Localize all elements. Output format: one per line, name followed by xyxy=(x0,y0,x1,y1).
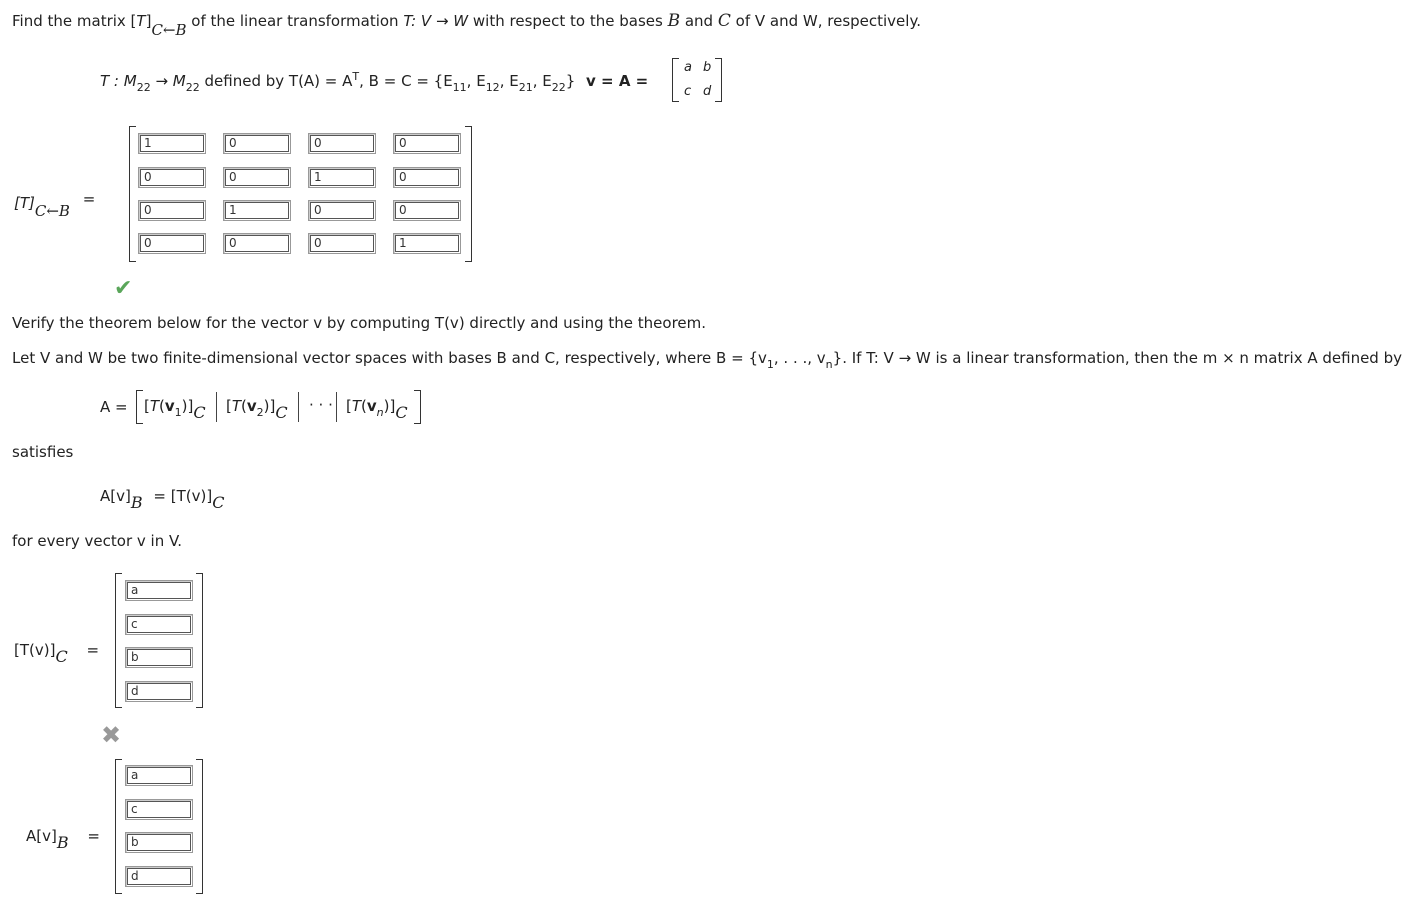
tv-left-bracket xyxy=(115,573,122,708)
theorem-text-part2: , . . ., v xyxy=(773,349,826,367)
av-cell-2[interactable]: c xyxy=(125,799,193,820)
matrix-T-cell-r4-c1[interactable]: 0 xyxy=(138,233,206,254)
for-every-text: for every vector v in V. xyxy=(12,532,183,550)
intro-B: B xyxy=(667,11,681,31)
matrix-T-cell-r2-c2[interactable]: 0 xyxy=(223,167,291,188)
column-divider-1 xyxy=(216,392,217,422)
def-supT: T xyxy=(352,70,360,83)
tv-right-bracket xyxy=(196,573,203,708)
def-e22: 22 xyxy=(551,81,566,94)
equals-sign-1: = xyxy=(82,190,96,208)
def-matrix-c: c xyxy=(684,84,692,99)
intro-text xyxy=(12,11,921,39)
theorem-A-left-bracket xyxy=(136,390,143,424)
def-matrix-right-bracket xyxy=(715,58,722,102)
equals-sign-3: = xyxy=(87,827,100,845)
theorem-A-right-bracket xyxy=(414,390,421,424)
def-sub2: 22 xyxy=(185,81,200,94)
def-text1: T : M xyxy=(100,72,137,90)
matrix-T-cell-r2-c1[interactable]: 0 xyxy=(138,167,206,188)
def-sub1: 22 xyxy=(136,81,151,94)
theorem-text-part3: }. If T: V → W is a linear transformation, then the m × n matrix A defined by xyxy=(832,349,1402,367)
matrix-T-cell-r1-c1[interactable]: 1 xyxy=(138,133,206,154)
theorem-A-label: A = xyxy=(100,398,128,416)
matrix-T-cell-r1-c2[interactable]: 0 xyxy=(223,133,291,154)
incorrect-x-icon: ✖ xyxy=(101,721,122,749)
av-cell-3[interactable]: b xyxy=(125,832,193,853)
correct-check-icon: ✔ xyxy=(114,276,133,301)
tv-label-text: [T(v)] xyxy=(14,641,56,659)
matrix-T-left-bracket xyxy=(129,126,136,262)
theorem-text: Let V and W be two finite-dimensional vector spaces with bases B and C, respectively, where $B = \{v_1$, . . ., $v_n$}. If T: V → W is a linear transformation, then the m × n matrix A defined by xyxy=(12,349,1402,371)
intro-part4: with respect to the bases xyxy=(468,12,668,30)
matrix-T-cell-r4-c3[interactable]: 0 xyxy=(308,233,376,254)
matrix-T-cell-r3-c1[interactable]: 0 xyxy=(138,200,206,221)
matrix-T-cell-r2-c3[interactable]: 1 xyxy=(308,167,376,188)
def-matrix-d: d xyxy=(703,84,712,99)
intro-map: T: V → W xyxy=(403,12,469,30)
intro-T: T xyxy=(136,12,146,30)
av-left-bracket xyxy=(115,759,122,894)
av-cell-4[interactable]: d xyxy=(125,866,193,887)
theorem-A-columns: $[T(v_1)]C$ xyxy=(144,397,206,422)
tv-cell-4[interactable]: d xyxy=(125,681,193,702)
def-text2: defined by T(A) = A xyxy=(199,72,353,90)
definition-line: T : $M_{22} \to M_{22}$ defined by $T(A) = A^T$, $B = C = \{E_{11}$, $E_{12}$, $E_{21}$, $E_{22}$} v = A = xyxy=(100,70,649,94)
identity-lhs: A[v] xyxy=(100,487,131,505)
def-text3: , B = C = {E xyxy=(359,72,453,90)
def-e11: 11 xyxy=(452,81,467,94)
def-vA: v = A = xyxy=(586,72,649,90)
matrix-T-cell-r3-c2[interactable]: 1 xyxy=(223,200,291,221)
av-label: A[v]B = xyxy=(26,827,100,852)
matrix-T-cell-r1-c3[interactable]: 0 xyxy=(308,133,376,154)
intro-part2: ] xyxy=(145,12,152,30)
theorem-A-coln: $[T(v_n)]C$ xyxy=(346,397,408,422)
theorem-A-formula xyxy=(100,398,128,416)
equals-sign-2: = xyxy=(86,641,100,659)
tv-cell-1[interactable]: a xyxy=(125,580,193,601)
matrix-T-cell-r3-c3[interactable]: 0 xyxy=(308,200,376,221)
tv-label: [T(v)]C = xyxy=(14,641,100,666)
intro-and: and xyxy=(680,12,718,30)
tv-cell-2[interactable]: c xyxy=(125,614,193,635)
def-e21: 21 xyxy=(518,81,533,94)
def-e12: 12 xyxy=(485,81,500,94)
def-text4: } xyxy=(565,72,576,90)
matrix-T-cell-r4-c2[interactable]: 0 xyxy=(223,233,291,254)
intro-C: C xyxy=(717,11,731,31)
column-divider-3 xyxy=(336,392,337,422)
matrix-T-label-sub: C←B xyxy=(34,202,70,220)
matrix-T-cell-r4-c4[interactable]: 1 xyxy=(393,233,461,254)
intro-part1: Find the matrix [ xyxy=(12,12,137,30)
tv-cell-3[interactable]: b xyxy=(125,647,193,668)
intro-part3: of the linear transformation xyxy=(186,12,404,30)
column-divider-2 xyxy=(298,392,299,422)
def-matrix-left-bracket xyxy=(672,58,679,102)
verify-text-content: Verify the theorem below for the vector v by computing T(v) directly and using the theorem. xyxy=(12,314,707,332)
av-cell-1[interactable]: a xyxy=(125,765,193,786)
theorem-A-dots: · · · xyxy=(309,396,333,414)
matrix-T-label-text: [T] xyxy=(14,194,35,212)
identity-formula: A[v]B = [T(v)]C xyxy=(100,487,225,512)
av-label-text: A[v] xyxy=(26,827,57,845)
def-matrix-b: b xyxy=(703,60,712,75)
matrix-T-right-bracket xyxy=(465,126,472,262)
theorem-A-col2: $[T(v_2)]C$ xyxy=(226,397,288,422)
def-arrow: → M xyxy=(150,72,186,90)
matrix-T-cell-r2-c4[interactable]: 0 xyxy=(393,167,461,188)
matrix-T-cell-r3-c4[interactable]: 0 xyxy=(393,200,461,221)
av-right-bracket xyxy=(196,759,203,894)
matrix-T-cell-r1-c4[interactable]: 0 xyxy=(393,133,461,154)
intro-part5: of V and W, respectively. xyxy=(730,12,921,30)
intro-sub: C←B xyxy=(151,21,187,39)
satisfies-text: satisfies xyxy=(12,443,74,461)
matrix-T-label xyxy=(14,190,96,220)
identity-rhs: = [T(v)] xyxy=(153,487,213,505)
verify-text xyxy=(12,314,706,332)
theorem-text-part1: Let V and W be two finite-dimensional vector spaces with bases B and C, respectively, where B = {v xyxy=(12,349,767,367)
def-matrix-a: a xyxy=(684,60,692,75)
